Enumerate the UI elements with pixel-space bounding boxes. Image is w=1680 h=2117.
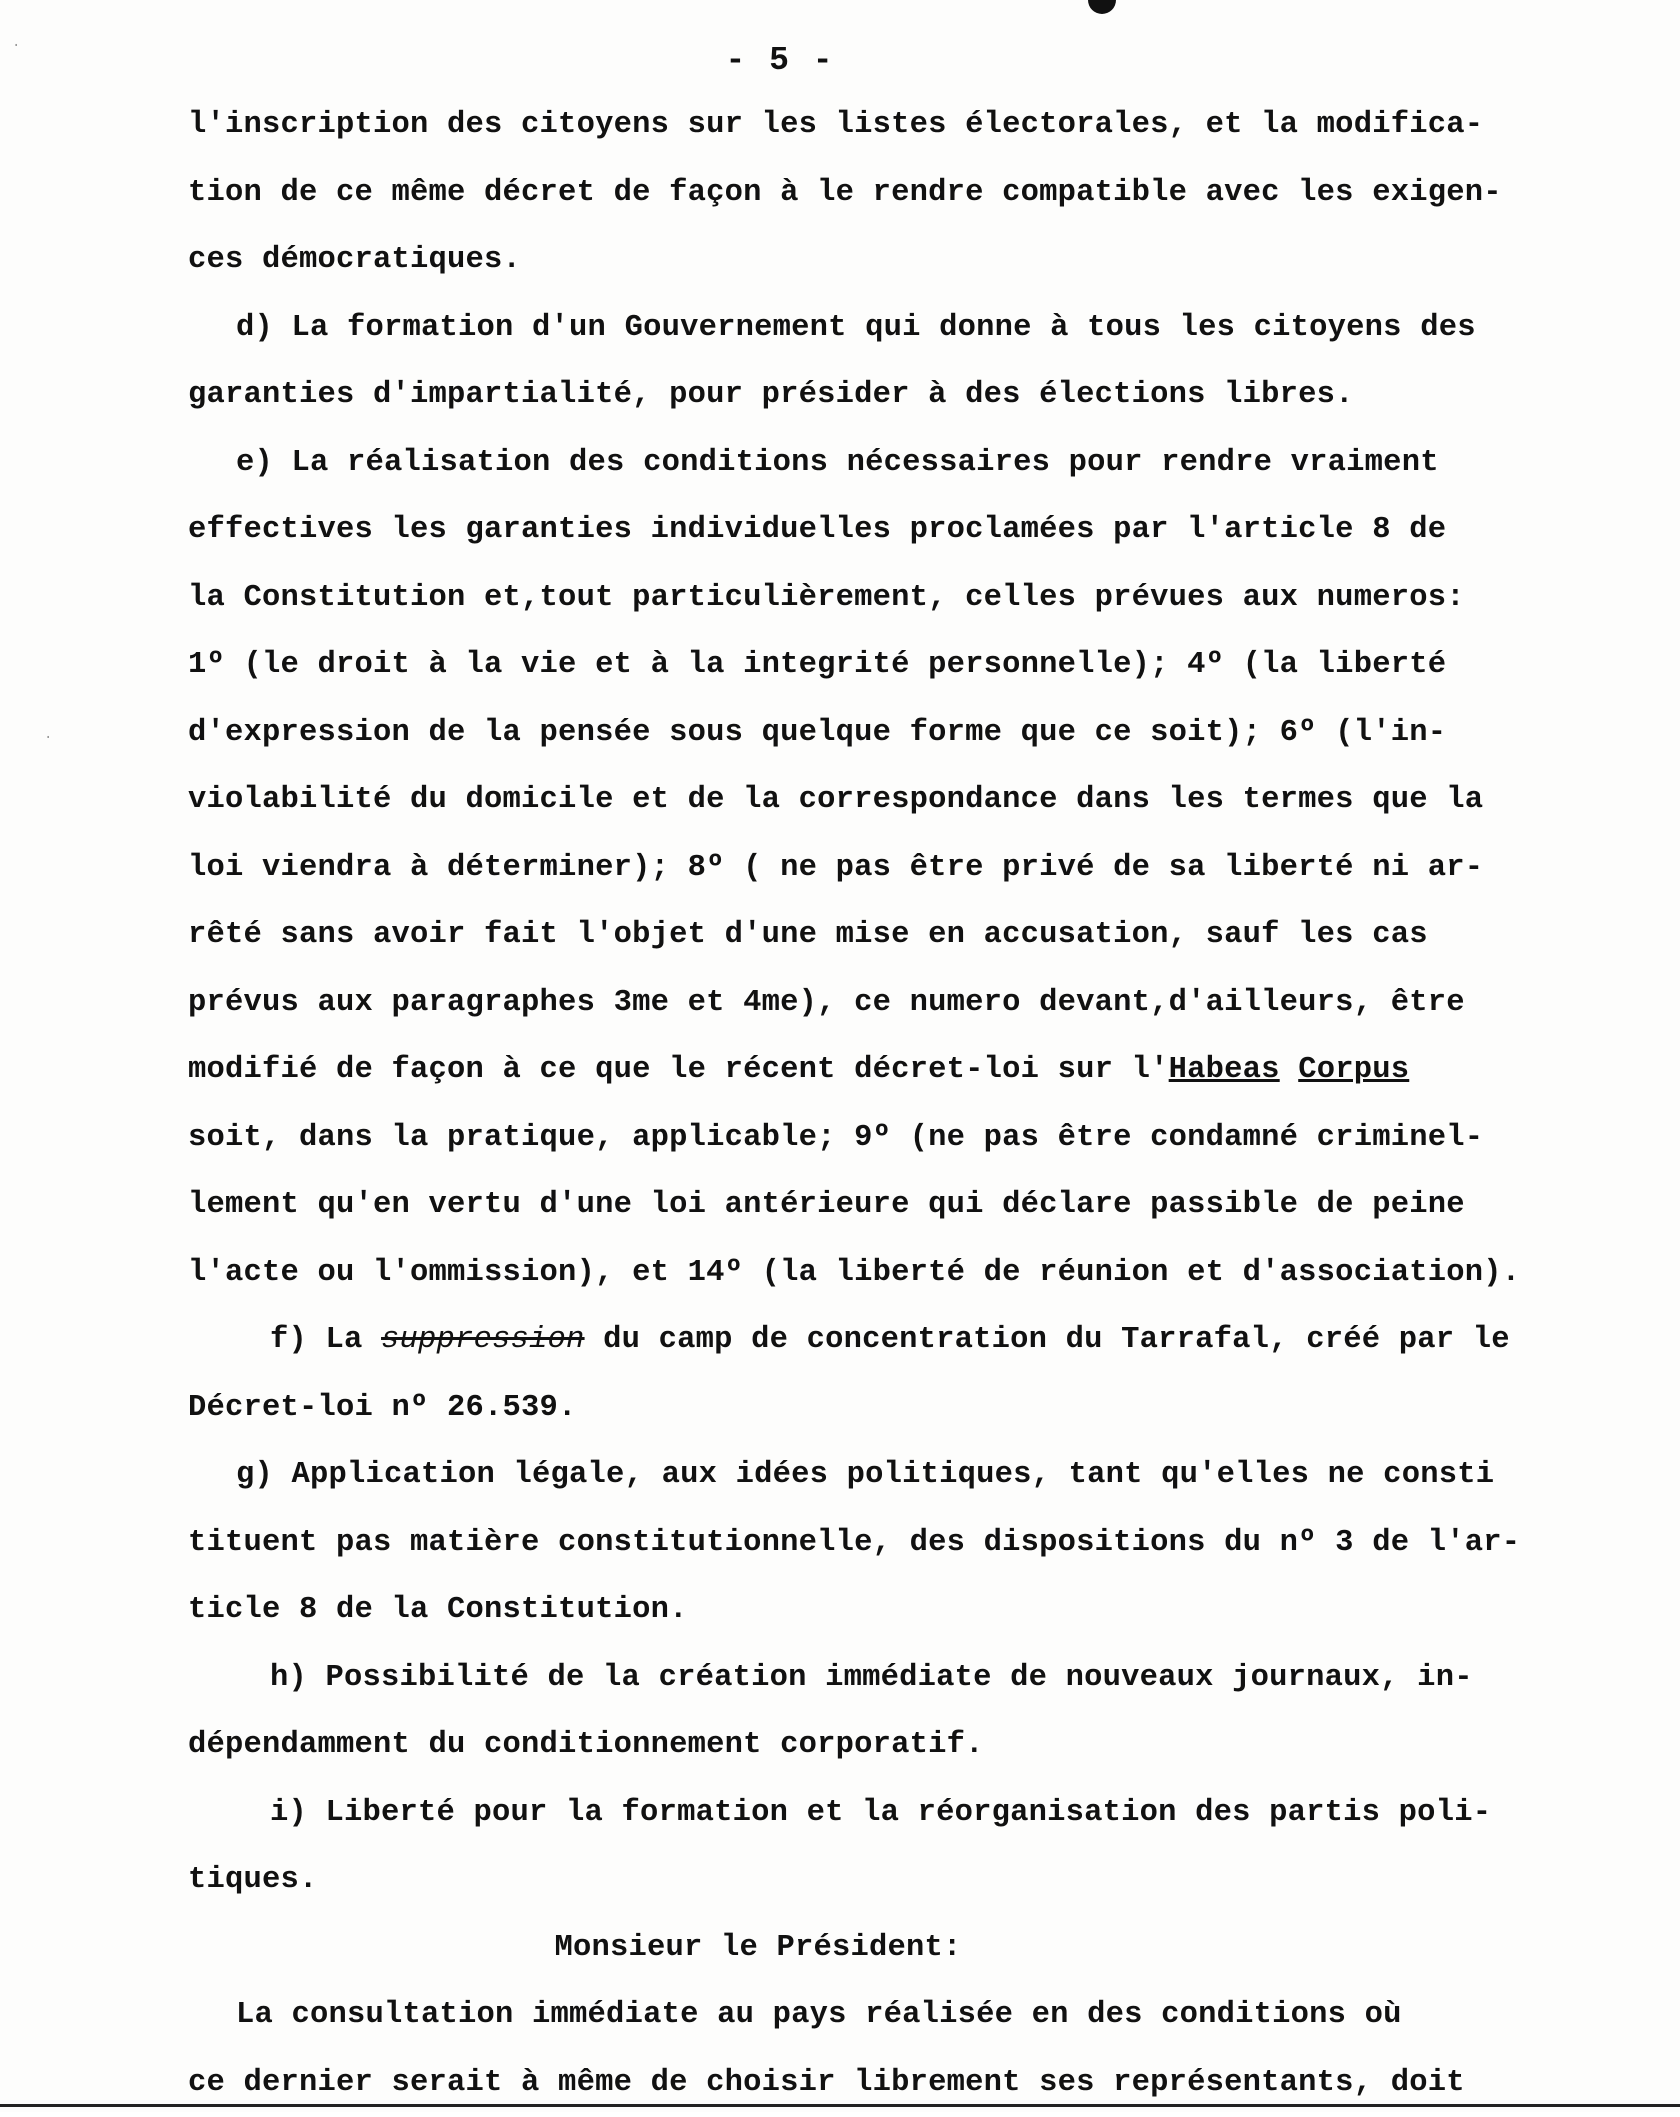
text-line: e) La réalisation des conditions nécessaires pour rendre vraiment [188,430,1608,498]
text-line: d'expression de la pensée sous quelque forme que ce soit); 6º (l'in- [188,700,1608,768]
text-line: prévus aux paragraphes 3me et 4me), ce numero devant,d'ailleurs, être [188,970,1608,1038]
text-line: garanties d'impartialité, pour présider à des élections libres. [188,362,1608,430]
text-line: 1º (le droit à la vie et à la integrité personnelle); 4º (la liberté [188,632,1608,700]
text-line: loi viendra à déterminer); 8º ( ne pas être privé de sa liberté ni ar- [188,835,1608,903]
text-line: soit, dans la pratique, applicable; 9º (ne pas être condamné criminel- [188,1105,1608,1173]
text-line: tiques. [188,1847,1608,1915]
text-line: rêté sans avoir fait l'objet d'une mise en accusation, sauf les cas [188,902,1608,970]
text-line [188,1037,1608,1105]
text-segment: du camp de concentration du Tarrafal, créé par le [585,1323,1510,1357]
text-line: lement qu'en vertu d'une loi antérieure qui déclare passible de peine [188,1172,1608,1240]
text-line [188,1307,1608,1375]
underlined-term: Corpus [1298,1053,1409,1087]
text-line: dépendamment du conditionnement corporatif. [188,1712,1608,1780]
text-line: la Constitution et,tout particulièrement, celles prévues aux numeros: [188,565,1608,633]
underlined-term: Habeas [1169,1053,1280,1087]
text-line: l'acte ou l'ommission), et 14º (la liberté de réunion et d'association). [188,1240,1608,1308]
text-line: ticle 8 de la Constitution. [188,1577,1608,1645]
page-number: - 5 - [0,42,1560,79]
text-line: g) Application légale, aux idées politiques, tant qu'elles ne consti [188,1442,1608,1510]
salutation: Monsieur le Président: [188,1915,1328,1983]
page-bottom-edge [0,2104,1680,2107]
text-line: violabilité du domicile et de la correspondance dans les termes que la [188,767,1608,835]
text-segment [1280,1053,1299,1087]
ink-blot [1088,0,1116,14]
text-line: tion de ce même décret de façon à le rendre compatible avec les exigen- [188,160,1608,228]
text-line: ce dernier serait à même de choisir librement ses représentants, doit [188,2050,1608,2117]
margin-speck: · [44,730,52,746]
text-line: La consultation immédiate au pays réalisée en des conditions où [188,1982,1608,2050]
text-line: Décret-loi nº 26.539. [188,1375,1608,1443]
margin-speck: · [12,38,20,54]
text-segment: f) La [270,1323,381,1357]
text-line: d) La formation d'un Gouvernement qui donne à tous les citoyens des [188,295,1608,363]
text-line: effectives les garanties individuelles proclamées par l'article 8 de [188,497,1608,565]
document-body [188,92,1608,2117]
text-line: l'inscription des citoyens sur les listes électorales, et la modifica- [188,92,1608,160]
text-line: h) Possibilité de la création immédiate de nouveaux journaux, in- [188,1645,1608,1713]
text-line: i) Liberté pour la formation et la réorganisation des partis poli- [188,1780,1608,1848]
text-line: tituent pas matière constitutionnelle, des dispositions du nº 3 de l'ar- [188,1510,1608,1578]
text-line: ces démocratiques. [188,227,1608,295]
handwritten-correction: suppression [381,1323,585,1357]
text-segment: modifié de façon à ce que le récent décret-loi sur l' [188,1053,1169,1087]
